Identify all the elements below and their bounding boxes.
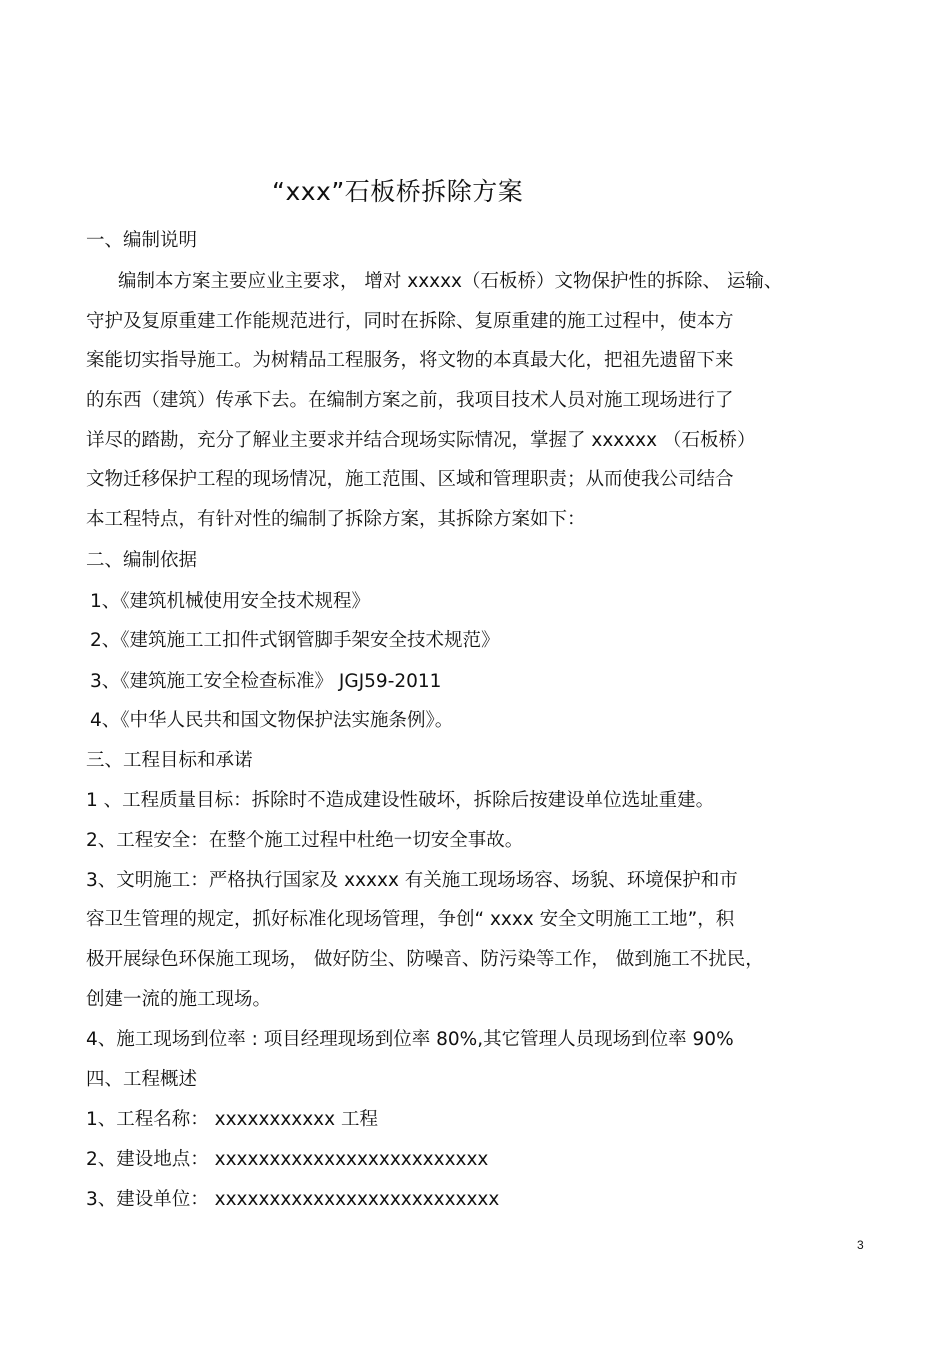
list-item: 3、文明施工：严格执行国家及 xxxxx 有关施工现场场容、场貌、环境保护和市 [86, 870, 738, 891]
paragraph-line: 守护及复原重建工作能规范进行，同时在拆除、复原重建的施工过程中，使本方 [86, 311, 734, 332]
list-item: 4、《中华人民共和国文物保护法实施条例》。 [90, 710, 454, 731]
list-item: 4、施工现场到位率 : 项目经理现场到位率 80%,其它管理人员现场到位率 90% [86, 1029, 734, 1050]
list-item: 2、建设地点： xxxxxxxxxxxxxxxxxxxxxxxxx [86, 1149, 489, 1170]
list-item: 容卫生管理的规定，抓好标准化现场管理，争创“ xxxx 安全文明施工工地”，积 [86, 909, 735, 930]
paragraph-line: 案能切实指导施工。为树精品工程服务，将文物的本真最大化，把祖先遗留下来 [86, 350, 734, 371]
list-item: 创建一流的施工现场。 [86, 989, 272, 1010]
list-item: 2、工程安全：在整个施工过程中杜绝一切安全事故。 [86, 830, 524, 851]
document-title: “xxx”石板桥拆除方案 [272, 177, 524, 206]
list-item: 1、工程名称： xxxxxxxxxxx 工程 [86, 1109, 378, 1130]
list-item: 1、《建筑机械使用安全技术规程》 [90, 591, 371, 612]
list-item: 极开展绿色环保施工现场， 做好防尘、防噪音、防污染等工作， 做到施工不扰民， [86, 949, 764, 970]
section-heading: 三、工程目标和承诺 [86, 750, 253, 771]
paragraph-line: 编制本方案主要应业主要求， 增对 xxxxx（石板桥）文物保护性的拆除、 运输、 [118, 271, 783, 292]
paragraph-line: 文物迁移保护工程的现场情况，施工范围、区域和管理职责；从而使我公司结合 [86, 469, 734, 490]
list-item: 3、建设单位： xxxxxxxxxxxxxxxxxxxxxxxxxx [86, 1189, 500, 1210]
list-item: 3、《建筑施工安全检查标准》 JGJ59-2011 [90, 671, 442, 692]
page-number: 3 [857, 1238, 864, 1252]
section-heading: 二、编制依据 [86, 550, 198, 571]
paragraph-line: 本工程特点，有针对性的编制了拆除方案，其拆除方案如下： [86, 509, 586, 530]
list-item: 1 、工程质量目标：拆除时不造成建设性破坏，拆除后按建设单位选址重建。 [86, 790, 715, 811]
section-heading: 一、编制说明 [86, 230, 198, 251]
paragraph-line: 详尽的踏勘，充分了解业主要求并结合现场实际情况，掌握了 xxxxxx （石板桥） [86, 430, 756, 451]
paragraph-line: 的东西（建筑）传承下去。在编制方案之前，我项目技术人员对施工现场进行了 [86, 390, 734, 411]
list-item: 2、《建筑施工工扣件式钢管脚手架安全技术规范》 [90, 630, 500, 651]
section-heading: 四、工程概述 [86, 1069, 198, 1090]
